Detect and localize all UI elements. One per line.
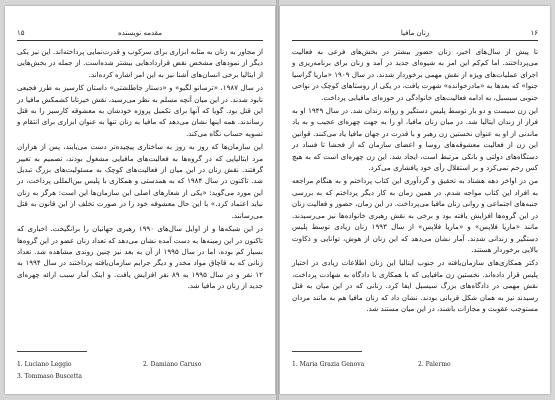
left-page-number: ۱۵ [17, 29, 25, 37]
left-page-body [17, 46, 263, 348]
paragraph: در سال ۱۹۸۷، «ترسانو لگیو» و «دستار جاطلشتی» داستان کارسیز به طرز فجیعی نابود شدند. در این میان آنچه مسلم به نظر می‌رسید، نقش خیرتابا کشمکش مافیا در این قتل بود. گویا که آنها برای تکمیل پروژه خودشان به معشوقه کارسیز را به قتل رساندند. همه اینها نشان می‌دهد که مافیا به زنان تنها به عنوان ابزاری برای انتقام و تسویه حساب نگاه می‌کند. [17, 83, 263, 138]
book-gutter [276, 0, 279, 400]
paragraph: من در اواخر دهه هشتاد به تحقیق و گردآوری این کتاب پرداختم و به هنگام مراجعه به افراد این کتاب مواجه شدم. در همین زمان به کار دیگر پرداختم که به بررسی جنبه‌های اجتماعی و روانی زنان مافیا می‌پرداخت. در این زمان، حضور و فعالیت زنان در این گروه‌ها افزایش یافته بود و برخی به نقش رهبری خانواده‌ها نیز می‌رسیدند. مانند «ماریا فلاپس» و «ماریا فلاپس» از سال ۱۹۹۳ زنان زیادی توسط پلیس دستگیر و زندانی شدند. آمار نشان می‌دهد که این زنان از هوش، توانایی و ذکاوت بالایی برخوردار هستند. [292, 176, 538, 254]
footnote: 1. Maria Grazia Genova [292, 361, 365, 368]
left-page-header [17, 28, 263, 41]
right-page-running-title: زنان مافیا [400, 29, 430, 37]
paragraph: از مجاور به زنان به مثابه ابزاری برای سرکوب و قدرت‌نمایی پرداخته‌اند. این نیز یکی دیگر از نمودهای مشخص نقض قراردادهایی بیشتر شده‌است. از جمله در بخش‌هایی از ایتالیا برخی انسان‌های آشنا نیز به این امر اشاره کرده‌اند. [17, 47, 263, 79]
footnote: 1. Luciano Leggio [17, 361, 72, 368]
right-page-body [292, 46, 538, 348]
footnote: 2. Palermo [418, 361, 451, 368]
footnote-rule [17, 351, 87, 352]
right-page [280, 6, 550, 394]
paragraph: در این شبکه‌ها و از اوایل سال‌های ۱۹۹۰ رهبری جهانیان را برانگیخت. اخباری که تاکنون در این زمینه‌ها به دست آمده نشان می‌دهد که تعداد زنان عضو در این گروه‌ها بسیار کم بوده، اما در سال ۱۹۹۵ از آن به بعد نیز چنین روندی مشاهده شد. تعداد زنانی که به قاچاق مواد مخدر و دیگر جرایم سازمان‌یافته پرداختند در سال ۱۹۹۴ به ۱۲ نفر و در سال ۱۹۹۵ به ۸۹ نفر افزایش یافت. و اینک آمار سبب ارائه چهره‌ای جدید از زنان در مافیا شد. [17, 224, 264, 291]
footnote-rule [292, 351, 362, 352]
paragraph: تا پیش از سال‌های اخیر، زنان حضور بیشتر در بخش‌های فرعی به فعالیت می‌پرداختند. اما کم‌کم این امر به شیوه‌ای جدید در آمد و زنان برای برنامه‌ریزی و اجرای عملیات‌های ویژه از نقش مهمی برخوردار شدند. در سال ۱۹۰۹ «ماریا گراسیا جنوا» که بعدها به «مادرخوانده» شهرت یافت، در یکی از روستاهای کوچک در نواحی جنوبی سیسیل، به ادامه فعالیت‌های خانوادگی در حوزه‌ای مافیایی پرداخت. [292, 47, 538, 102]
paragraph: دکتر همکاری‌های سازمان‌یافته در جنوب ایتالیا این زنان اطلاعات زیادی در اختیار پلیس قرار داده‌اند. نخستین زن مافیایی که با همکاری با دادگاه به شهادت پرداخت، نقش مهمی در دادگاه‌های بزرگ سیسیل ایفا کرد. زنانی که در این میان به قتل رسیدند نیز به همان شکل قربانی بودند. نشان داد که زنان مافیا هم به مانند مردان مستوجب عقوبت و مجازات باشند، در این میان مستند شد. [292, 258, 538, 313]
paragraph: این سازمان‌ها که روز به روز به ساختاری پیچیده‌تر دست می‌یابند، پس از هزاران مرد ایتالیایی که در گروه‌ها به فعالیت‌های مافیایی مشغول بودند، تصمیم به تغییر گرفتند. نقش زنان در این میان از فعالیت‌های کوچک به مسئولیت‌های بزرگ تبدیل شد. تاکنون در سال ۱۹۸۴ که به همدستی و همکاری با پلیس بین‌المللی پرداخت، در این مورد می‌گوید: «یکی از شعارهای اصلی این سازمان‌ها این است: هرگز به زنان نباید اعتماد کرد.» با این حال معشوقه خود را در صورت تخلف از این قانون به قتل می‌رسانند. [17, 142, 263, 220]
left-page-running-title: مقدمه نویسنده [118, 29, 162, 37]
right-page-number: ۱۶ [530, 29, 538, 37]
left-page [5, 6, 275, 394]
footnote: 2. Damiano Caruso [143, 361, 202, 368]
paragraph: این زن سیست و دو بار توسط پلیس دستگیر و روانه زندان شد. در سال ۱۹۴۹ او به فراز از زندان ایتالیا شد. در میان زنان مافیا، او را به جهت چهره‌ای عجیب و به یاد ماندنی از او به عنوان نخستین زن رهبر و با قدرت در جهان مافیا یاد می‌کنند. قوانین این زن از فعالیت معشوقه‌های روسا و اعضای سازمان که از فحشا تا فساد در دستگاه‌های دولتی و بانکی مرتبط است، ایجاد شد. این زن چهره‌ای است که به هیچ کس رحم نمی‌کرد و بر استقلال رأی خود پافشاری می‌کرد. [292, 106, 538, 173]
right-page-header [292, 28, 538, 41]
footnote: 3. Tommaso Buscetta [17, 373, 82, 380]
